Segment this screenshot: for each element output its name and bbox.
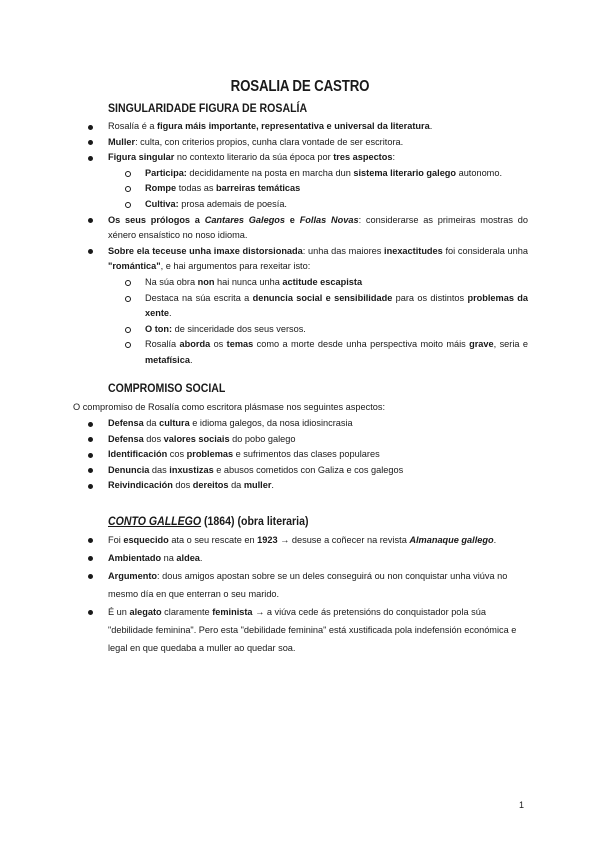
circle-bullet-icon — [125, 280, 131, 286]
list-item: Ambientado na aldea. — [108, 549, 528, 567]
sub-list-item: O ton: de sinceridade dos seus versos. — [145, 322, 528, 338]
list-item: Defensa da cultura e idioma galegos, da nosa idiosincrasia — [108, 416, 528, 432]
bullet-icon — [88, 574, 93, 579]
bullet-icon — [88, 468, 93, 473]
circle-bullet-icon — [125, 342, 131, 348]
section-heading-conto-gallego: CONTO GALLEGO (1864) (obra literaria) — [108, 514, 309, 528]
page-number: 1 — [519, 800, 525, 810]
list-item: Foi esquecido ata o seu rescate en 1923 → desuse a coñecer na revista Almanaque gallego. — [108, 531, 528, 549]
singularidade-list — [108, 119, 528, 369]
bullet-icon — [88, 484, 93, 489]
list-item: Identificación cos problemas e sufrimentos das clases populares — [108, 447, 528, 463]
list-item: Sobre ela teceuse unha imaxe distorsionada: unha das maiores inexactitudes foi considerala unha "romántica", e hai argumentos para rexeitar isto: — [108, 244, 528, 275]
compromiso-intro: O compromiso de Rosalía como escritora plásmase nos seguintes aspectos: — [73, 402, 386, 412]
bullet-icon — [88, 556, 93, 561]
bullet-icon — [88, 125, 93, 130]
sub-list-item: Participa: decididamente na posta en marcha dun sistema literario galego autonomo. — [145, 166, 528, 182]
list-item: Denuncia das inxustizas e abusos cometidos con Galiza e cos galegos — [108, 463, 528, 479]
section-heading-singularidade: SINGULARIDADE FIGURA DE ROSALÍA — [108, 101, 308, 115]
list-item: Figura singular no contexto literario da súa época por tres aspectos: — [108, 150, 528, 166]
sub-list-item: Na súa obra non hai nunca unha actitude escapista — [145, 275, 528, 291]
bullet-icon — [88, 156, 93, 161]
list-item: Muller: culta, con criterios propios, cunha clara vontade de ser escritora. — [108, 135, 528, 151]
list-item: É un alegato claramente feminista → a viúva cede ás pretensións do conquistador pola súa "debilidade feminina". Pero esta "debilidade feminina" está xustificada pola indefensión económica e legal en que quedaba a muller ao quedar soa. — [108, 603, 528, 657]
bullet-icon — [88, 249, 93, 254]
list-item: Reivindicación dos dereitos da muller. — [108, 478, 528, 494]
bullet-icon — [88, 422, 93, 427]
circle-bullet-icon — [125, 327, 131, 333]
conto-gallego-list — [108, 531, 528, 657]
sub-list-item: Rompe todas as barreiras temáticas — [145, 181, 528, 197]
list-item: Os seus prólogos a Cantares Galegos e Follas Novas: considerarse as primeiras mostras do xénero ensaístico no noso idioma. — [108, 213, 528, 244]
circle-bullet-icon — [125, 296, 131, 302]
document-title: ROSALIA DE CASTRO — [230, 78, 370, 95]
circle-bullet-icon — [125, 186, 131, 192]
bullet-icon — [88, 453, 93, 458]
circle-bullet-icon — [125, 171, 131, 177]
section-heading-compromiso: COMPROMISO SOCIAL — [108, 381, 226, 395]
circle-bullet-icon — [125, 202, 131, 208]
sub-list-item: Cultiva: prosa ademais de poesía. — [145, 197, 528, 213]
list-item: Defensa dos valores sociais do pobo galego — [108, 432, 528, 448]
list-item: Argumento: dous amigos apostan sobre se un deles conseguirá ou non conquistar unha viúva no mesmo día en que enterran o seu marido. — [108, 567, 528, 603]
bullet-icon — [88, 610, 93, 615]
bullet-icon — [88, 538, 93, 543]
sub-list-item: Destaca na súa escrita a denuncia social e sensibilidade para os distintos problemas da xente. — [145, 291, 528, 322]
list-item: Rosalía é a figura máis importante, representativa e universal da literatura. — [108, 119, 528, 135]
bullet-icon — [88, 218, 93, 223]
sub-list-item: Rosalía aborda os temas como a morte desde unha perspectiva moito máis grave, seria e metafísica. — [145, 337, 528, 368]
compromiso-list — [108, 416, 528, 494]
bullet-icon — [88, 437, 93, 442]
bullet-icon — [88, 140, 93, 145]
